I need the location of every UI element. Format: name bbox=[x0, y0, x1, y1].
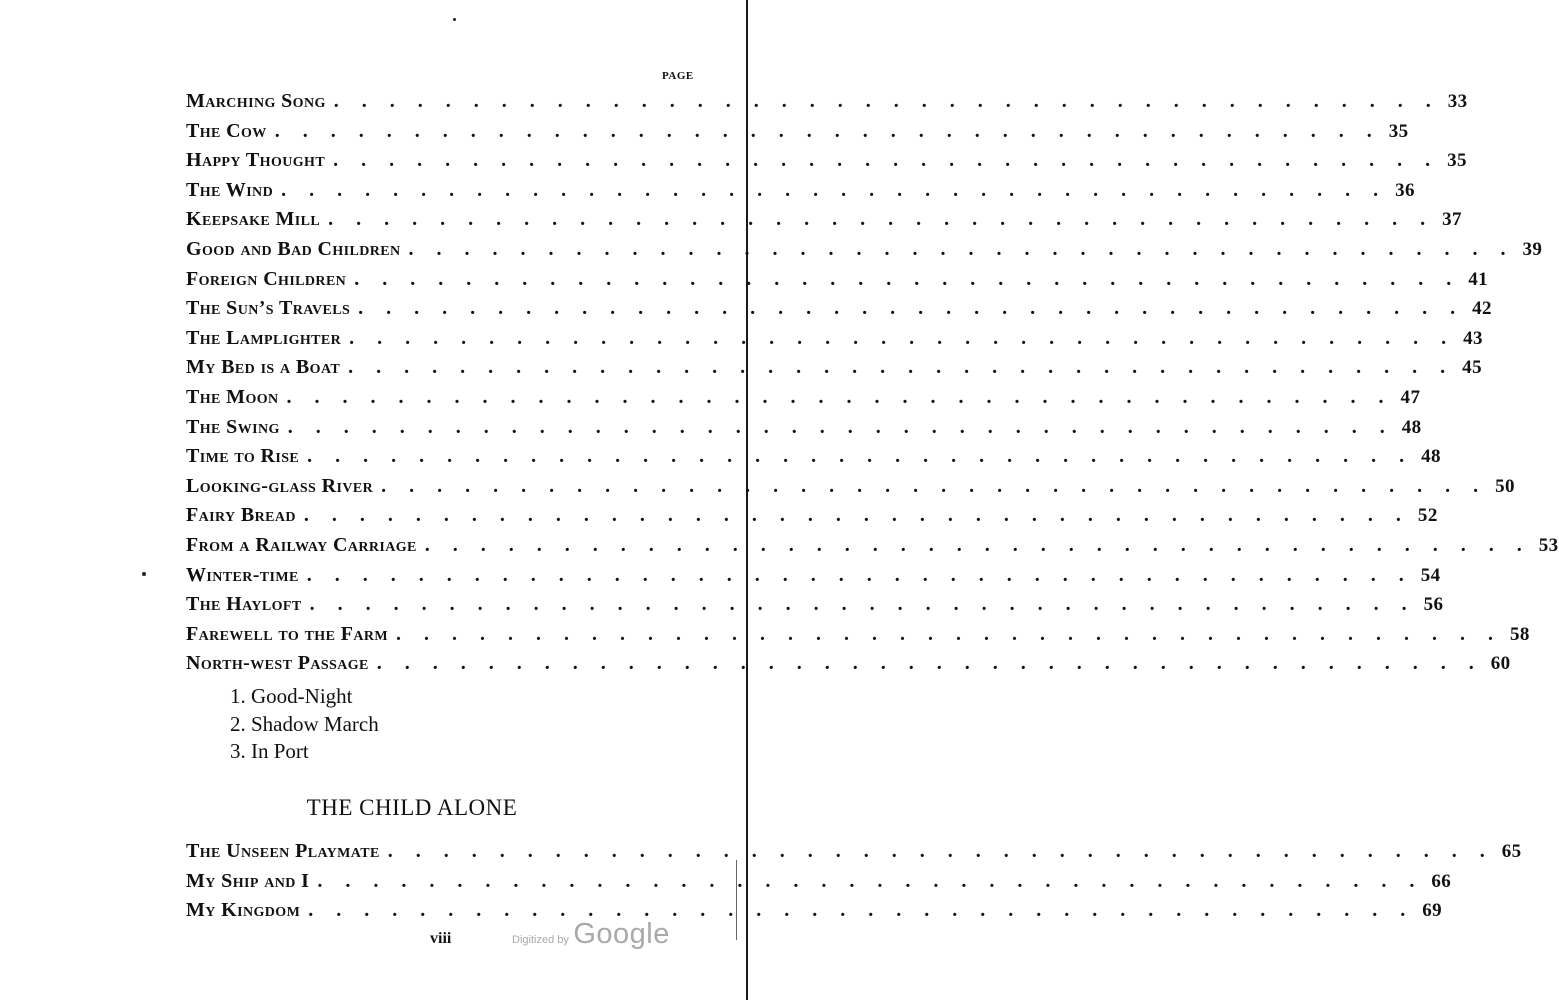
toc-entry bbox=[186, 385, 1421, 416]
toc-entry bbox=[186, 237, 1543, 268]
toc-entry-page: 39 bbox=[1522, 238, 1543, 260]
dot-leader: . . . . . . . . . . . . . . . . . . . . . . . . . . . . . . . . . . . . . . . . bbox=[303, 504, 1410, 527]
toc-entry-title: Time to Rise bbox=[186, 445, 300, 468]
toc-entry bbox=[186, 326, 1483, 357]
toc-entry bbox=[186, 474, 1515, 505]
toc-entry bbox=[186, 622, 1530, 653]
toc-entry-title: Marching Song bbox=[186, 90, 326, 112]
dot-leader: . . . . . . . . . . . . . . . . . . . . . . . . . . . . . . . . . . . . . . . . bbox=[376, 652, 1483, 675]
subitem: 2. Shadow March bbox=[230, 711, 379, 736]
toc-entry-page: 54 bbox=[1420, 564, 1441, 586]
toc-entry-title: Good and Bad Children bbox=[186, 237, 401, 260]
toc-entry-title: Winter-time bbox=[186, 563, 299, 586]
toc-entry-page: 48 bbox=[1401, 416, 1422, 438]
toc-entry-page: 56 bbox=[1423, 594, 1444, 616]
toc-entry bbox=[186, 297, 1492, 327]
digitized-watermark bbox=[512, 918, 670, 951]
scan-speck bbox=[142, 572, 146, 576]
subitem-list bbox=[230, 683, 379, 766]
section-heading: THE CHILD ALONE bbox=[306, 795, 518, 820]
dot-leader: . . . . . . . . . . . . . . . . . . . . . . . . . . . . . . . . . . . . . . . . bbox=[381, 474, 1488, 497]
toc-entry-title: Farewell to the Farm bbox=[186, 622, 388, 645]
dot-leader: . . . . . . . . . . . . . . . . . . . . . . . . . . . . . . . . . . . . . . . . bbox=[354, 267, 1461, 290]
page-number: viii bbox=[430, 930, 452, 947]
toc-entry-title: From a Railway Carriage bbox=[186, 533, 417, 556]
dot-leader: . . . . . . . . . . . . . . . . . . . . . . . . . . . . . . . . . . . . . . . . bbox=[408, 237, 1515, 260]
toc-entry bbox=[186, 869, 1452, 900]
toc-entry-page: 50 bbox=[1495, 475, 1515, 497]
toc-entry-title: The Swing bbox=[186, 415, 280, 438]
dot-leader: . . . . . . . . . . . . . . . . . . . . . . . . . . . . . . . . . . . . . . . . bbox=[328, 208, 1435, 231]
toc-entry bbox=[186, 563, 1441, 594]
subitem: 1. Good-Night bbox=[230, 684, 353, 708]
toc-entry bbox=[186, 840, 1522, 870]
toc-entry-page: 35 bbox=[1447, 150, 1467, 172]
toc-entry-page: 41 bbox=[1468, 268, 1489, 290]
toc-entry-title: The Hayloft bbox=[186, 593, 302, 616]
dot-leader: . . . . . . . . . . . . . . . . . . . . . . . . . . . . . . . . . . . . . . . . bbox=[317, 869, 1424, 892]
toc-entry bbox=[186, 178, 1415, 209]
dot-leader: . . . . . . . . . . . . . . . . . . . . . . . . . . . . . . . . . . . . . . . . bbox=[333, 149, 1440, 172]
dot-leader: . . . . . . . . . . . . . . . . . . . . . . . . . . . . . . . . . . . . . . . . bbox=[286, 385, 1393, 408]
toc-entry-title: My Ship and I bbox=[186, 869, 310, 892]
toc-entry-title: Fairy Bread bbox=[186, 504, 296, 527]
toc-entry-title: The Moon bbox=[186, 385, 279, 408]
toc-entry-title: The Lamplighter bbox=[186, 326, 342, 349]
toc-entry-page: 53 bbox=[1538, 534, 1559, 556]
toc-entry-page: 69 bbox=[1422, 900, 1443, 922]
toc-entry-title: Keepsake Mill bbox=[186, 208, 321, 231]
toc-entry-page: 66 bbox=[1431, 870, 1452, 892]
toc-entry-page: 47 bbox=[1400, 386, 1421, 408]
toc-entry-title: My Bed is a Boat bbox=[186, 356, 341, 379]
page-column-label: PAGE bbox=[662, 70, 694, 82]
dot-leader: . . . . . . . . . . . . . . . . . . . . . . . . . . . . . . . . . . . . . . . . bbox=[281, 178, 1388, 201]
toc-list-child-alone bbox=[186, 840, 1522, 929]
toc-entry-page: 65 bbox=[1501, 841, 1522, 862]
toc-entry-title: The Sun’s Travels bbox=[186, 297, 351, 320]
toc-entry-title: The Unseen Playmate bbox=[186, 840, 380, 862]
toc-entry-page: 58 bbox=[1509, 623, 1530, 645]
toc-entry bbox=[186, 652, 1511, 682]
dot-leader: . . . . . . . . . . . . . . . . . . . . . . . . . . . . . . . . . . . . . . . . bbox=[333, 90, 1440, 112]
dot-leader: . . . . . . . . . . . . . . . . . . . . . . . . . . . . . . . . . . . . . . . . bbox=[307, 445, 1414, 468]
toc-entry-title: The Wind bbox=[186, 178, 274, 201]
toc-entry-page: 35 bbox=[1388, 120, 1409, 142]
dot-leader: . . . . . . . . . . . . . . . . . . . . . . . . . . . . . . . . . . . . . . . . bbox=[348, 356, 1455, 379]
toc-entry-title: Looking-glass River bbox=[186, 474, 374, 497]
toc-entry-title: The Cow bbox=[186, 119, 267, 142]
dot-leader: . . . . . . . . . . . . . . . . . . . . . . . . . . . . . . . . . . . . . . . . bbox=[306, 563, 1413, 586]
toc-entry-title: North-west Passage bbox=[186, 652, 369, 675]
toc-entry bbox=[186, 533, 1559, 564]
toc-entry-title: Happy Thought bbox=[186, 149, 326, 172]
toc-entry-title: Foreign Children bbox=[186, 267, 347, 290]
google-logo: Google bbox=[573, 918, 670, 950]
dot-leader: . . . . . . . . . . . . . . . . . . . . . . . . . . . . . . . . . . . . . . . . bbox=[349, 326, 1456, 349]
dot-leader: . . . . . . . . . . . . . . . . . . . . . . . . . . . . . . . . . . . . . . . . bbox=[308, 899, 1415, 922]
dot-leader: . . . . . . . . . . . . . . . . . . . . . . . . . . . . . . . . . . . . . . . . bbox=[395, 622, 1502, 645]
toc-entry bbox=[186, 208, 1462, 238]
toc-entry-page: 37 bbox=[1442, 209, 1462, 231]
toc-entry bbox=[186, 149, 1467, 179]
dot-leader: . . . . . . . . . . . . . . . . . . . . . . . . . . . . . . . . . . . . . . . . bbox=[309, 593, 1416, 616]
toc-entry-page: 48 bbox=[1421, 446, 1441, 468]
subitem: 3. In Port bbox=[230, 739, 309, 763]
toc-entry-page: 36 bbox=[1395, 179, 1415, 201]
dot-leader: . . . . . . . . . . . . . . . . . . . . . . . . . . . . . . . . . . . . . . . . bbox=[424, 533, 1531, 556]
dot-leader: . . . . . . . . . . . . . . . . . . . . . . . . . . . . . . . . . . . . . . . . bbox=[358, 297, 1465, 320]
toc-entry bbox=[186, 356, 1482, 386]
toc-entry-page: 60 bbox=[1490, 653, 1511, 675]
scan-speck bbox=[453, 18, 456, 21]
toc-entry-page: 52 bbox=[1417, 505, 1438, 527]
toc-entry-page: 42 bbox=[1472, 298, 1492, 320]
toc-entry bbox=[186, 504, 1438, 534]
toc-entry-page: 45 bbox=[1462, 357, 1482, 379]
toc-entry-page: 33 bbox=[1447, 91, 1468, 112]
toc-entry bbox=[186, 90, 1468, 120]
toc-list-main bbox=[186, 90, 1559, 682]
toc-entry bbox=[186, 267, 1489, 298]
dot-leader: . . . . . . . . . . . . . . . . . . . . . . . . . . . . . . . . . . . . . . . . bbox=[274, 119, 1381, 142]
dot-leader: . . . . . . . . . . . . . . . . . . . . . . . . . . . . . . . . . . . . . . . . bbox=[287, 415, 1394, 438]
toc-entry bbox=[186, 415, 1422, 446]
toc-entry bbox=[186, 119, 1409, 150]
toc-entry-title: My Kingdom bbox=[186, 899, 301, 922]
toc-entry bbox=[186, 593, 1444, 623]
dot-leader: . . . . . . . . . . . . . . . . . . . . . . . . . . . . . . . . . . . . . . . . bbox=[387, 840, 1494, 862]
watermark-prefix: Digitized by bbox=[512, 934, 569, 946]
toc-entry bbox=[186, 445, 1441, 475]
toc-entry-page: 43 bbox=[1463, 327, 1483, 349]
